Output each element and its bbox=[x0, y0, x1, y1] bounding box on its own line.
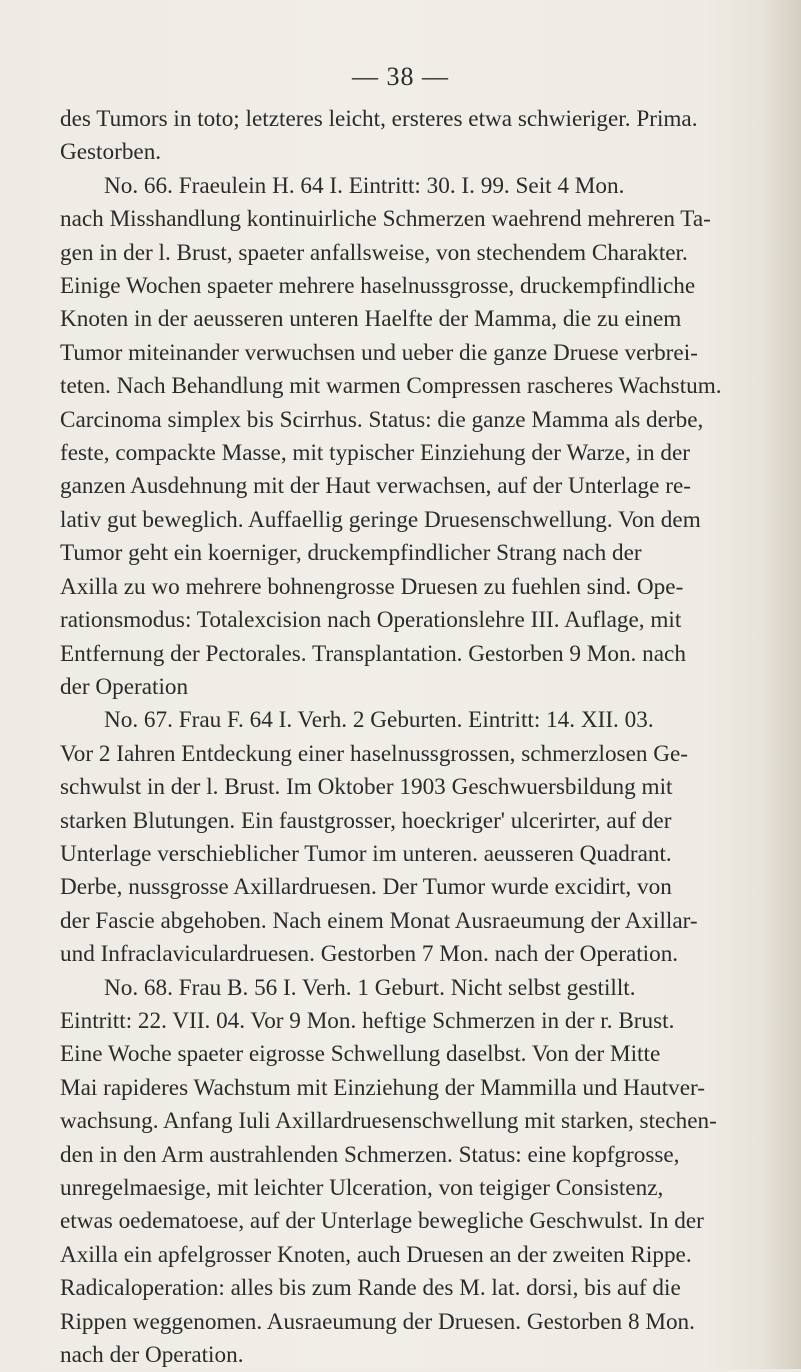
text-line: Radicaloperation: alles bis zum Rande des M. lat. dorsi, bis auf die bbox=[60, 1275, 681, 1302]
text-line: ganzen Ausdehnung mit der Haut verwachsen, auf der Unterlage re- bbox=[60, 473, 691, 500]
page-edge-shadow bbox=[761, 0, 801, 1369]
text-line: den in den Arm austrahlenden Schmerzen. Status: eine kopfgrosse, bbox=[60, 1141, 680, 1168]
text-line: und Infraclaviculardruesen. Gestorben 7 Mon. nach der Operation. bbox=[60, 941, 679, 968]
text-line: Einige Wochen spaeter mehrere haselnussgrosse, druckempfindliche bbox=[60, 273, 696, 300]
text-line: teten. Nach Behandlung mit warmen Compressen rascheres Wachstum. bbox=[60, 373, 722, 400]
text-line: Eine Woche spaeter eigrosse Schwellung daselbst. Von der Mitte bbox=[60, 1041, 661, 1068]
text-line: schwulst in der l. Brust. Im Oktober 1903 Geschwuersbildung mit bbox=[60, 774, 673, 801]
text-line: wachsung. Anfang Iuli Axillardruesenschwellung mit starken, stechen- bbox=[60, 1108, 717, 1135]
text-line: nach der Operation. bbox=[60, 1342, 244, 1369]
text-line: starken Blutungen. Ein faustgrosser, hoeckriger' ulcerirter, auf der bbox=[60, 807, 672, 834]
text-line: Tumor geht ein koerniger, druckempfindlicher Strang nach der bbox=[60, 540, 642, 567]
text-line: Vor 2 Iahren Entdeckung einer haselnussgrossen, schmerzlosen Ge- bbox=[60, 740, 689, 767]
text-line: lativ gut beweglich. Auffaellig geringe Druesenschwellung. Von dem bbox=[60, 506, 701, 533]
text-line: Axilla zu wo mehrere bohnengrosse Druesen zu fuehlen sind. Ope- bbox=[60, 573, 684, 600]
text-line: des Tumors in toto; letzteres leicht, ersteres etwa schwieriger. Prima. bbox=[60, 106, 698, 132]
text-line: Knoten in der aeusseren unteren Haelfte der Mamma, die zu einem bbox=[60, 306, 682, 333]
page-number: — 38 — bbox=[352, 62, 449, 91]
text-line: feste, compackte Masse, mit typischer Einziehung der Warze, in der bbox=[60, 440, 690, 467]
text-line: unregelmaesige, mit leichter Ulceration, von teigiger Consistenz, bbox=[60, 1175, 664, 1201]
text-line: Rippen weggenomen. Ausraeumung der Druesen. Gestorben 8 Mon. bbox=[60, 1308, 695, 1335]
text-line: No. 68. Frau B. 56 I. Verh. 1 Geburt. Nicht selbst gestillt. bbox=[104, 974, 636, 1001]
text-line: Eintritt: 22. VII. 04. Vor 9 Mon. heftige Schmerzen in der r. Brust. bbox=[60, 1007, 675, 1034]
text-line: Axilla ein apfelgrosser Knoten, auch Druesen an der zweiten Rippe. bbox=[60, 1241, 692, 1268]
text-line: No. 66. Fraeulein H. 64 I. Eintritt: 30. I. 99. Seit 4 Mon. bbox=[104, 172, 625, 199]
text-line: gen in der l. Brust, spaeter anfallsweise, von stechendem Charakter. bbox=[60, 239, 688, 266]
text-line: Derbe, nussgrosse Axillardruesen. Der Tumor wurde excidirt, von bbox=[60, 874, 672, 901]
text-line: nach Misshandlung kontinuirliche Schmerzen waehrend mehreren Ta- bbox=[60, 206, 711, 233]
text-line: Unterlage verschieblicher Tumor im unteren. aeusseren Quadrant. bbox=[60, 840, 672, 867]
body-text bbox=[60, 103, 766, 1372]
text-line: etwas oedematoese, auf der Unterlage bewegliche Geschwulst. In der bbox=[60, 1208, 704, 1235]
text-line: der Fascie abgehoben. Nach einem Monat Ausraeumung der Axillar- bbox=[60, 907, 698, 934]
text-line: der Operation bbox=[60, 673, 189, 700]
text-line: No. 67. Frau F. 64 I. Verh. 2 Geburten. Eintritt: 14. XII. 03. bbox=[104, 707, 654, 734]
text-line: Mai rapideres Wachstum mit Einziehung der Mammilla und Hautver- bbox=[60, 1074, 706, 1101]
text-line: Entfernung der Pectorales. Transplantation. Gestorben 9 Mon. nach bbox=[60, 640, 686, 667]
text-line: Carcinoma simplex bis Scirrhus. Status: die ganze Mamma als derbe, bbox=[60, 406, 704, 433]
text-line: rationsmodus: Totalexcision nach Operationslehre III. Auflage, mit bbox=[60, 607, 682, 634]
text-line: Tumor miteinander verwuchsen und ueber die ganze Druese verbrei- bbox=[60, 339, 698, 366]
text-line: Gestorben. bbox=[60, 139, 162, 166]
